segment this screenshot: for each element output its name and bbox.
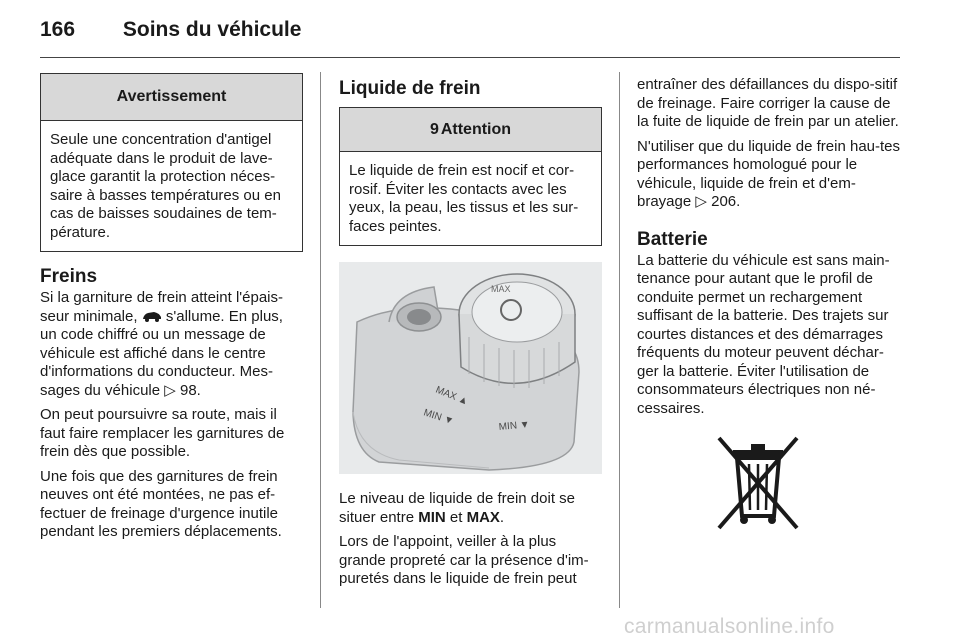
svg-text:MAX: MAX: [491, 284, 511, 294]
warning-text: Seule une concentration d'antigel adéquate dans le produit de lave-glace garantit la protection néces-saire à basses températures ou en cas de baisses soudaines de tem-pérature.: [50, 131, 281, 241]
liquide-text: Le niveau de liquide de frein doit se situer entre: [339, 490, 576, 526]
freins-text: Si la garniture de frein atteint l'épais-seur minimale,: [40, 289, 283, 325]
liquide-paragraph-3: entraîner des défaillances du dispo-sitif de freinage. Faire corriger la cause de la fuite de liquide de frein par un atelier.: [637, 76, 899, 130]
section-title-batterie: Batterie: [637, 228, 708, 250]
brake-car-icon: [142, 310, 162, 322]
page-number: 166: [40, 18, 76, 41]
attention-box: [339, 107, 602, 246]
page-ref-arrow-icon: ▷: [164, 381, 176, 399]
attention-label: Attention: [440, 121, 512, 138]
section-title-freins: Freins: [40, 266, 98, 287]
column-divider: [320, 72, 321, 608]
liquide-paragraph-2: Lors de l'appoint, veiller à la plus grande propreté car la présence d'im-puretés dans le liquide de frein peut: [339, 533, 589, 587]
page-title: Soins du véhicule: [122, 18, 302, 41]
freins-paragraph-1: [40, 289, 303, 400]
image-label-max: MAX ▲: [433, 384, 470, 408]
column-3: [637, 76, 902, 538]
column-2: [339, 73, 602, 595]
image-label-min-right: MIN ▼: [498, 419, 531, 433]
min-label: MIN: [418, 508, 446, 526]
section-title-liquide: Liquide de frein: [339, 78, 481, 99]
crossed-bin-icon: [711, 432, 902, 538]
column-divider: [619, 72, 620, 608]
liquide-paragraph-4: [637, 138, 902, 212]
image-label-min-left: MIN ▼: [422, 407, 455, 428]
freins-text: s'allume. En plus, un code chiffré ou un message de véhicule est affiché dans le centre d'informations du conducteur. Mes-sages du véhicule: [40, 307, 283, 399]
column-1: [40, 73, 303, 548]
batterie-paragraph: La batterie du véhicule est sans main-tenance pour autant que le profil de conduite permet un rechargement suffisant de la batterie. Des trajets sur courtes distances et des démarrages fréquents du moteur peuvent déchar-ger la batterie. Éviter l'utilisation de consommateurs électriques non né-cessaires.: [637, 251, 890, 417]
page-header: [40, 18, 301, 42]
attention-title: [340, 108, 601, 152]
liquide-text: et: [449, 508, 463, 526]
freins-paragraph-3: Une fois que des garnitures de frein neuves ont été montées, ne pas ef-fectuer de freinage d'urgence inutile pendant les premiers déplacements.: [40, 467, 282, 540]
liquide-text: N'utiliser que du liquide de frein hau-tes performances homologué pour le véhicule, liquide de frein et d'em-brayage: [637, 137, 901, 210]
page-ref-arrow-icon: ▷: [695, 193, 707, 210]
warning-triangle-icon: 9: [429, 121, 439, 138]
attention-text: Le liquide de frein est nocif et cor-rosif. Éviter les contacts avec les yeux, la peau, les tissus et les sur-faces peintes.: [349, 162, 579, 235]
freins-paragraph-2: On peut poursuivre sa route, mais il faut faire remplacer les garnitures de frein dès que possible.: [40, 406, 285, 460]
liquide-paragraph-1: [339, 490, 602, 527]
liquide-text: .: [499, 508, 505, 526]
page-ref[interactable]: 98.: [179, 381, 201, 399]
header-rule: [40, 57, 900, 58]
max-label: MAX: [466, 508, 500, 526]
page-ref[interactable]: 206.: [711, 193, 741, 210]
warning-box: [40, 73, 303, 252]
watermark: carmanualsonline.info: [624, 615, 835, 638]
warning-title: Avertissement: [41, 74, 302, 121]
brake-fluid-reservoir-image: [339, 262, 602, 474]
